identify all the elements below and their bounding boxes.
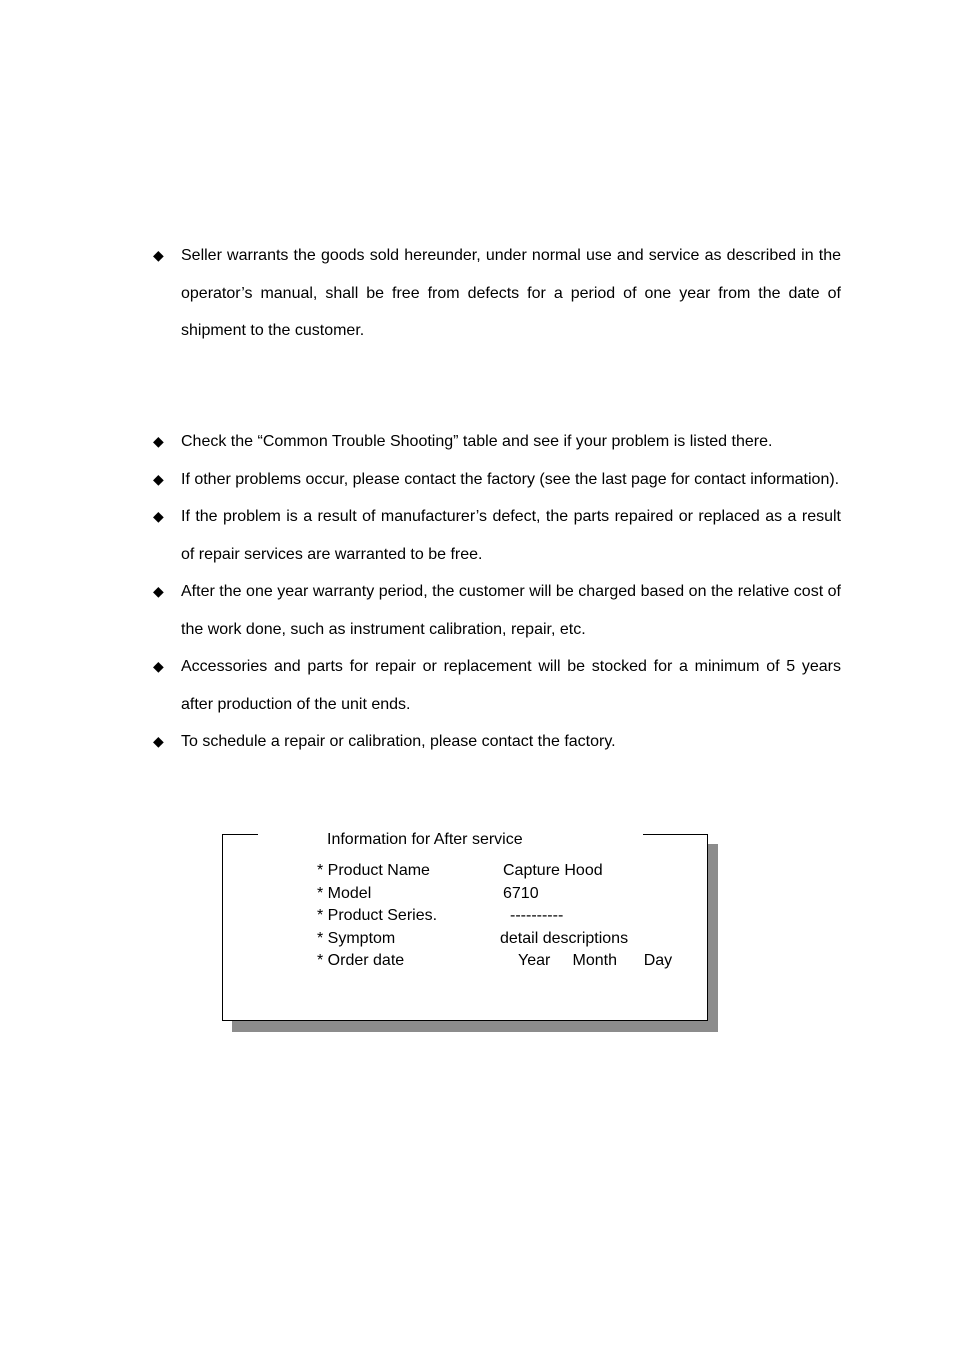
service-text: Check the “Common Trouble Shooting” table and see if your problem is listed there. — [181, 433, 773, 450]
service-text: To schedule a repair or calibration, please contact the factory. — [181, 733, 616, 750]
service-item — [153, 573, 841, 648]
info-label: * Order date — [317, 952, 405, 969]
info-box-top-border-left — [222, 834, 258, 835]
info-box-title: Information for After service — [327, 831, 523, 848]
diamond-bullet-icon: ◆ — [153, 733, 164, 749]
warranty-text: Seller warrants the goods sold hereunder, under normal use and service as described in the operator’s manual, shall be free from defects for a period of one year from the date of shipment to the customer. — [181, 247, 841, 339]
diamond-bullet-icon: ◆ — [153, 508, 164, 524]
service-text: Accessories and parts for repair or replacement will be stocked for a minimum of 5 years after production of the unit ends. — [181, 658, 841, 713]
info-label: * Product Series. — [317, 907, 438, 924]
info-value: 6710 — [503, 885, 539, 902]
service-item — [153, 648, 841, 723]
service-text: If the problem is a result of manufacturer’s defect, the parts repaired or replaced as a result of repair services are warranted to be free. — [181, 508, 841, 563]
diamond-bullet-icon: ◆ — [153, 583, 164, 599]
info-value: ---------- — [510, 907, 564, 924]
info-label: * Symptom — [317, 930, 396, 947]
service-item — [153, 423, 841, 461]
info-label: * Product Name — [317, 862, 430, 879]
diamond-bullet-icon: ◆ — [153, 658, 164, 674]
service-item — [153, 723, 841, 761]
warranty-section — [153, 237, 841, 350]
diamond-bullet-icon: ◆ — [153, 433, 164, 449]
info-value: detail descriptions — [500, 930, 629, 947]
info-value: Capture Hood — [503, 862, 603, 879]
service-item — [153, 461, 841, 499]
service-text: After the one year warranty period, the customer will be charged based on the relative cost of the work done, such as instrument calibration, repair, etc. — [181, 583, 841, 638]
after-service-info-box — [222, 834, 708, 1021]
service-text: If other problems occur, please contact the factory (see the last page for contact information). — [181, 470, 840, 488]
service-section — [153, 423, 841, 761]
info-label: * Model — [317, 885, 372, 902]
warranty-item — [153, 237, 841, 350]
service-item — [153, 498, 841, 573]
info-value: Year Month Day — [518, 952, 673, 969]
diamond-bullet-icon: ◆ — [153, 470, 164, 487]
diamond-bullet-icon: ◆ — [153, 247, 164, 263]
info-box-top-border-right — [643, 834, 708, 835]
